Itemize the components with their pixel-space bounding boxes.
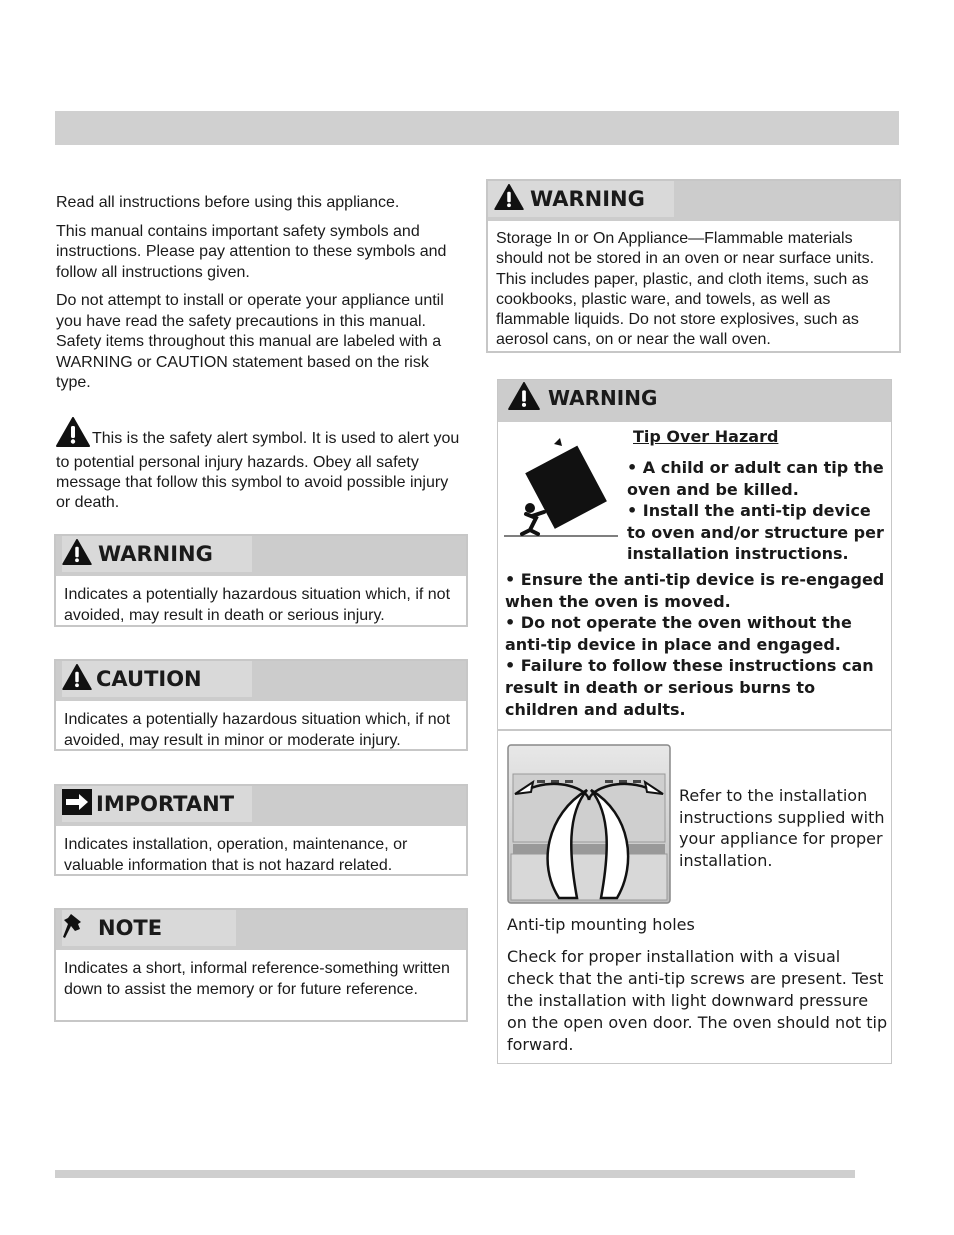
tip-bullet: • Ensure the anti-tip device is re-engaged when the oven is moved.	[505, 570, 885, 611]
warning-triangle-icon	[56, 417, 90, 453]
intro-p3: Do not attempt to install or operate your appliance until you have read the safety precautions in this manual. Safety items throughout this manual are labeled with a WARNING or CAUTION statement based on the risk type.	[56, 292, 444, 391]
header-bar	[55, 111, 899, 145]
important-label: IMPORTANT	[96, 792, 235, 816]
warning-triangle-icon	[62, 539, 92, 570]
arrow-right-icon	[62, 789, 92, 820]
storage-warning-box	[486, 179, 901, 353]
tip-over-title: Tip Over Hazard	[633, 427, 779, 446]
important-header	[56, 786, 466, 826]
section-divider	[498, 729, 891, 731]
tip-over-warning-header	[498, 380, 891, 422]
pushpin-icon	[62, 912, 88, 945]
warning-triangle-icon	[494, 184, 524, 215]
storage-warning-text: Storage In or On Appliance—Flammable materials should not be stored in an oven or near surface units. This includes paper, plastic, and cloth items, such as cookbooks, plastic ware, and towels, as well as flammable liquids. Do not store explosives, such as aerosol cans, on or near the wall oven.	[496, 230, 875, 349]
warning-box	[54, 534, 468, 627]
warning-header	[56, 536, 466, 576]
storage-warning-label: WARNING	[530, 187, 645, 211]
check-installation-text: Check for proper installation with a visual check that the anti-tip screws are present. Test the installation with light downward pressure on the open oven door. The oven should not tip forward.	[507, 947, 888, 1054]
anti-tip-caption: Anti-tip mounting holes	[507, 915, 695, 934]
caution-description: Indicates a potentially hazardous situation which, if not avoided, may result in minor or moderate injury.	[64, 711, 451, 749]
warning-label: WARNING	[98, 542, 213, 566]
tip-over-bullets-bottom	[505, 569, 890, 720]
footer-bar	[55, 1170, 855, 1178]
warning-triangle-icon	[508, 382, 540, 415]
tip-over-warning-box	[497, 379, 892, 1064]
anti-tip-oven-illustration	[507, 744, 671, 909]
tip-over-bullets-top	[627, 457, 893, 565]
note-label: NOTE	[98, 916, 163, 940]
tip-bullet: • Do not operate the oven without the anti-tip device in place and engaged.	[505, 613, 852, 654]
warning-description: Indicates a potentially hazardous situation which, if not avoided, may result in death or serious injury.	[64, 586, 451, 624]
important-description: Indicates installation, operation, maintenance, or valuable information that is not hazard related.	[64, 836, 408, 874]
warning-triangle-icon	[62, 664, 92, 695]
tip-over-warning-label: WARNING	[548, 386, 658, 410]
caution-header	[56, 661, 466, 701]
tipping-oven-illustration	[502, 434, 620, 547]
note-description: Indicates a short, informal reference-something written down to assist the memory or for future reference.	[64, 960, 450, 998]
intro-text	[56, 193, 466, 402]
caution-box	[54, 659, 468, 751]
safety-alert-paragraph	[56, 417, 466, 513]
note-header	[56, 910, 466, 950]
tip-bullet: • A child or adult can tip the oven and be killed.	[627, 458, 884, 499]
caution-label: CAUTION	[96, 667, 202, 691]
tip-bullet: • Failure to follow these instructions can result in death or serious burns to children and adults.	[505, 656, 874, 719]
storage-warning-header	[488, 181, 899, 221]
tip-bullet: • Install the anti-tip device to oven and/or structure per installation instructions.	[627, 501, 884, 564]
intro-p2: This manual contains important safety symbols and instructions. Please pay attention to these symbols and follow all instructions given.	[56, 222, 447, 281]
intro-p1: Read all instructions before using this appliance.	[56, 194, 400, 211]
safety-alert-text: This is the safety alert symbol. It is used to alert you to potential personal injury hazards. Obey all safety message that follow this symbol to avoid possible injury or death.	[56, 430, 460, 511]
note-box	[54, 908, 468, 1022]
important-box	[54, 784, 468, 876]
refer-installation-text: Refer to the installation instructions supplied with your appliance for proper installation.	[679, 786, 885, 870]
